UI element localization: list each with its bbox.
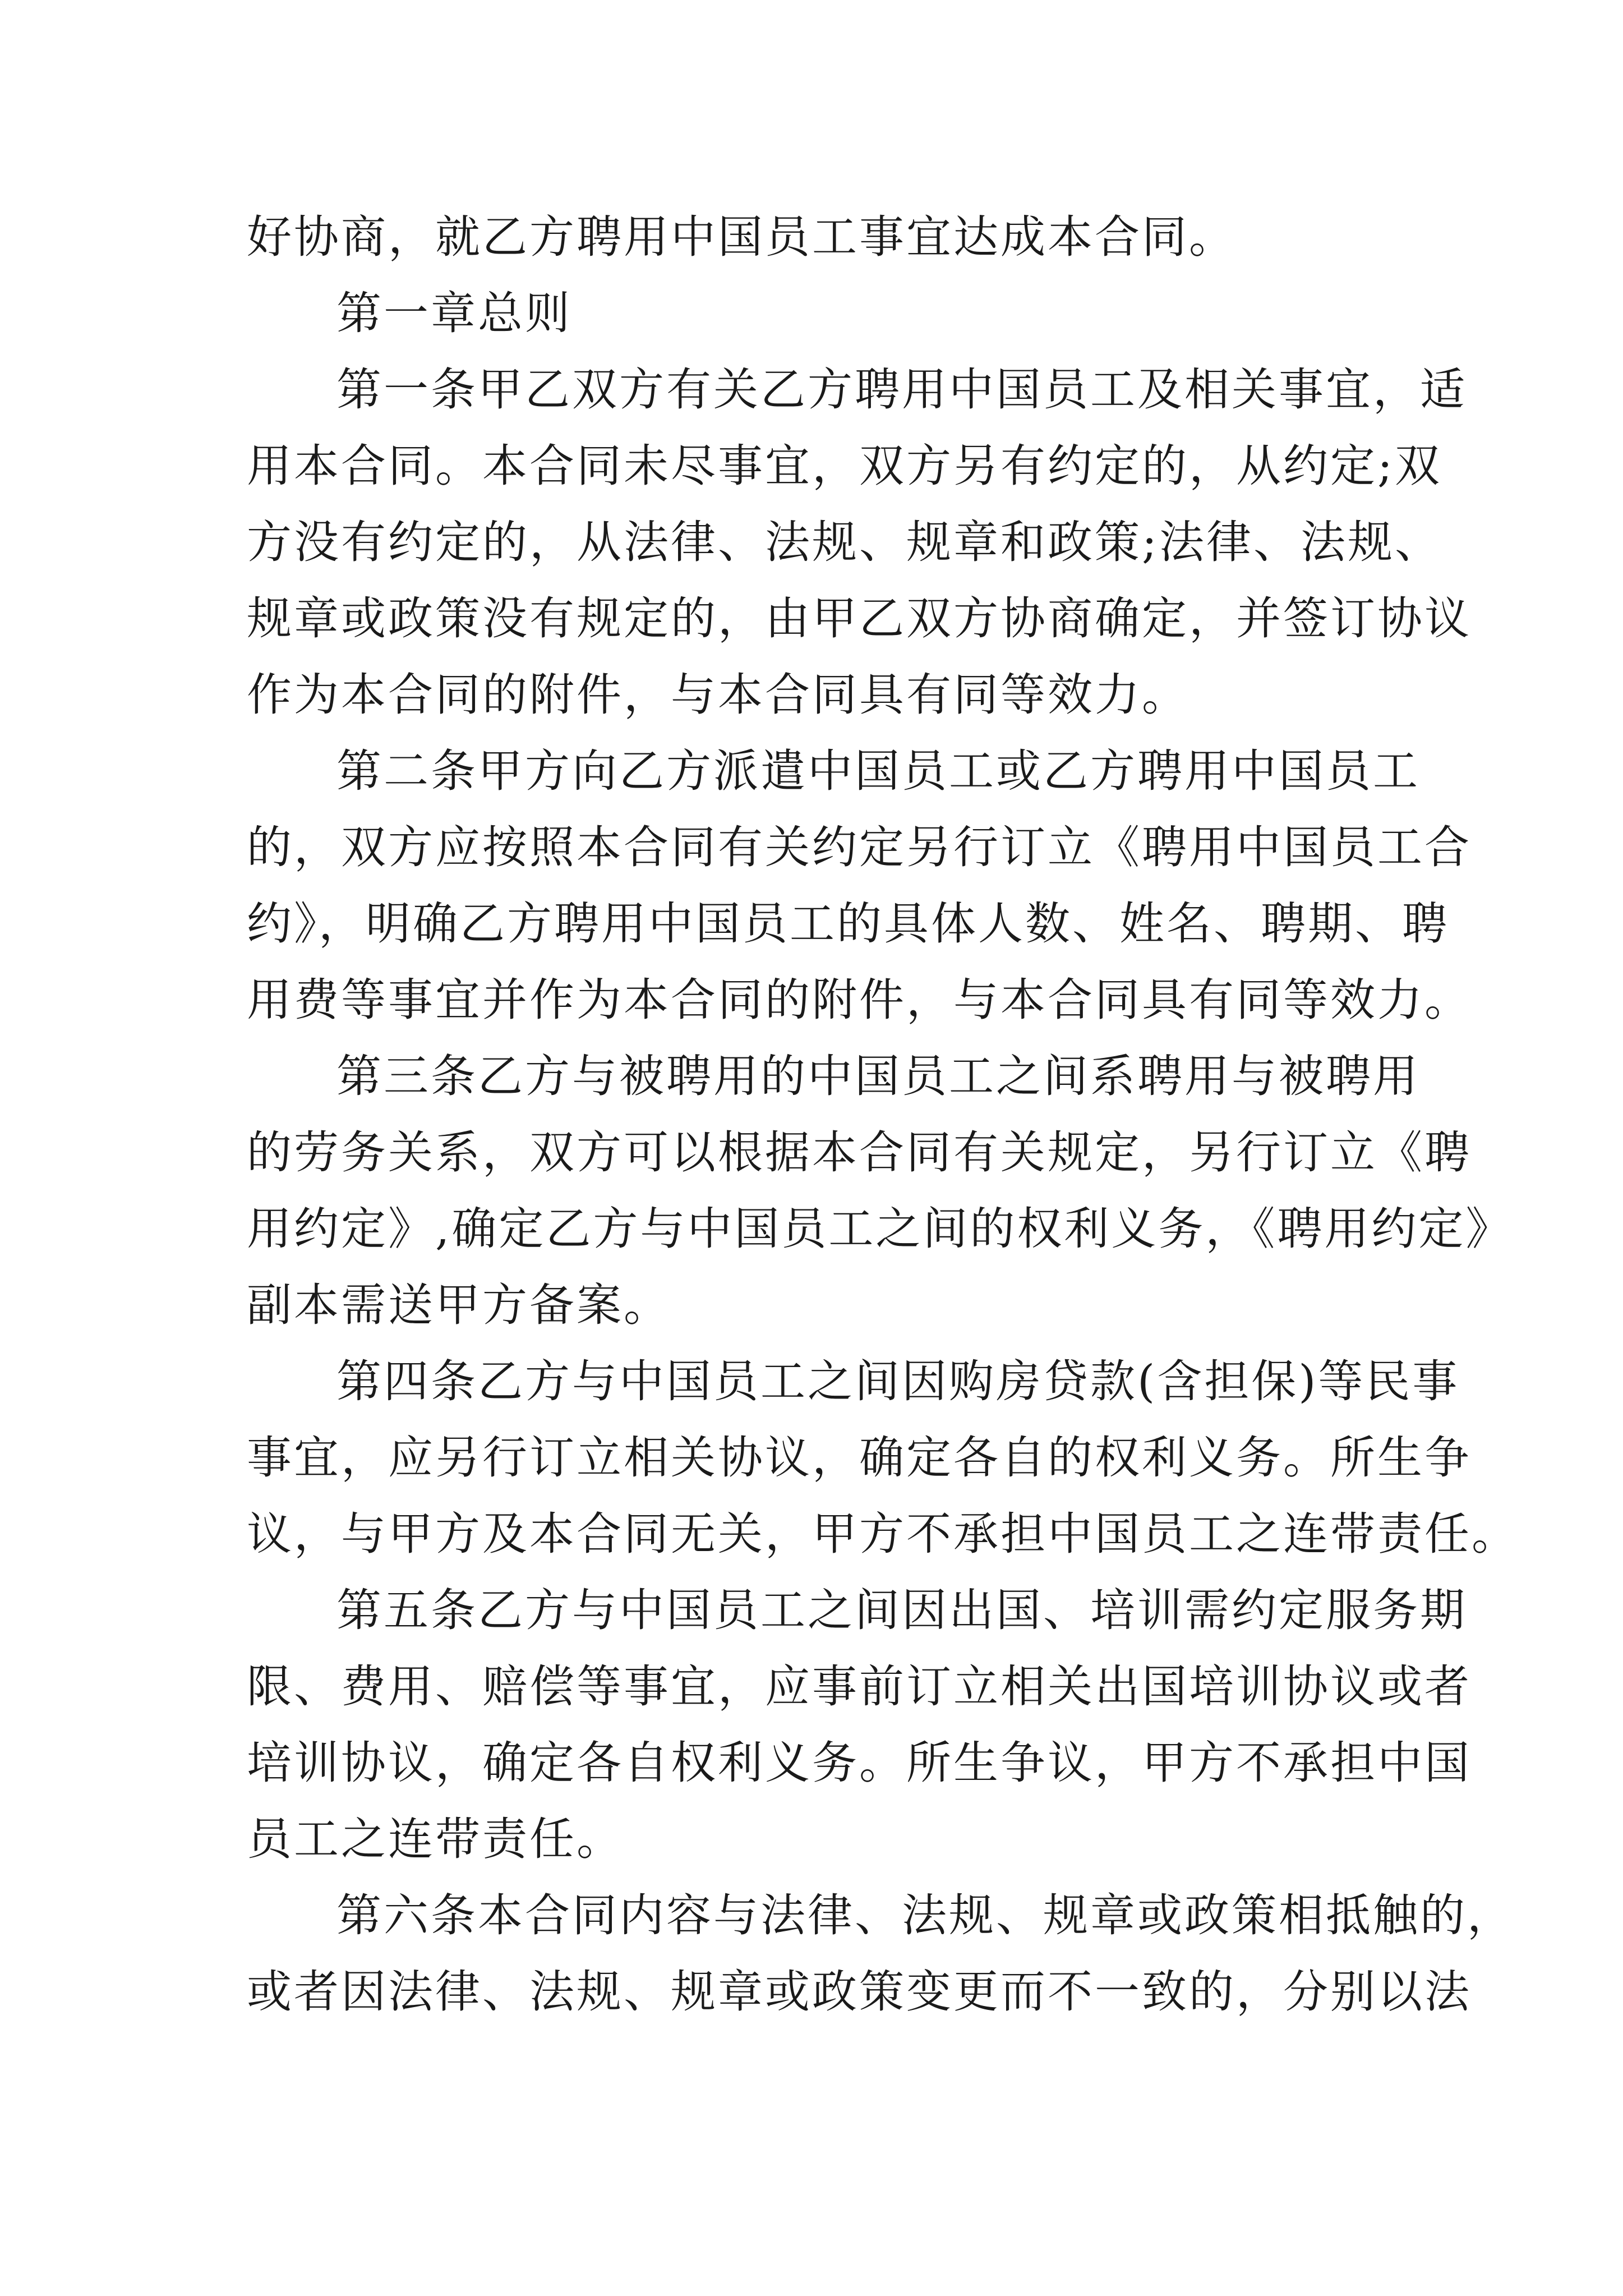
text-line: 第一条甲乙双方有关乙方聘用中国员工及相关事宜，适 <box>336 364 1467 416</box>
text-line: 的劳务关系，双方可以根据本合同有关规定，另行订立《聘 <box>247 1126 1472 1179</box>
text-line: 规章或政策没有规定的，由甲乙双方协商确定，并签订协议 <box>247 592 1472 645</box>
text-line: 第三条乙方与被聘用的中国员工之间系聘用与被聘用 <box>336 1050 1420 1102</box>
text-line: 事宜，应另行订立相关协议，确定各自的权利义务。所生争 <box>247 1432 1472 1484</box>
text-line: 用约定》,确定乙方与中国员工之间的权利义务，《聘用约定》 <box>247 1203 1513 1255</box>
text-line: 员工之连带责任。 <box>247 1813 624 1865</box>
text-line: 第五条乙方与中国员工之间因出国、培训需约定服务期 <box>336 1584 1467 1636</box>
text-line: 约》，明确乙方聘用中国员工的具体人数、姓名、聘期、聘 <box>247 898 1449 950</box>
text-line: 方没有约定的，从法律、法规、规章和政策;法律、法规、 <box>247 516 1442 568</box>
chapter-heading: 第一章总则 <box>336 287 572 339</box>
text-line: 议，与甲方及本合同无关，甲方不承担中国员工之连带责任。 <box>247 1508 1519 1560</box>
text-line: 第二条甲方向乙方派遣中国员工或乙方聘用中国员工 <box>336 745 1420 797</box>
text-line: 作为本合同的附件，与本合同具有同等效力。 <box>247 669 1189 721</box>
text-line: 或者因法律、法规、规章或政策变更而不一致的，分别以法 <box>247 1966 1472 2018</box>
text-line: 限、费用、赔偿等事宜，应事前订立相关出国培训协议或者 <box>247 1660 1472 1713</box>
text-line: 培训协议，确定各自权利义务。所生争议，甲方不承担中国 <box>247 1737 1472 1789</box>
text-line: 副本需送甲方备案。 <box>247 1279 671 1331</box>
text-line: 的，双方应按照本合同有关约定另行订立《聘用中国员工合 <box>247 821 1472 873</box>
contract-body-text <box>247 199 1519 2030</box>
text-line: 第六条本合同内容与法律、法规、规章或政策相抵触的， <box>336 1889 1514 1941</box>
text-line: 用费等事宜并作为本合同的附件，与本合同具有同等效力。 <box>247 974 1472 1026</box>
text-line: 用本合同。本合同未尽事宜，双方另有约定的，从约定;双 <box>247 440 1442 492</box>
text-line: 第四条乙方与中国员工之间因购房贷款(含担保)等民事 <box>336 1355 1460 1407</box>
text-line: 好协商，就乙方聘用中国员工事宜达成本合同。 <box>247 211 1236 263</box>
